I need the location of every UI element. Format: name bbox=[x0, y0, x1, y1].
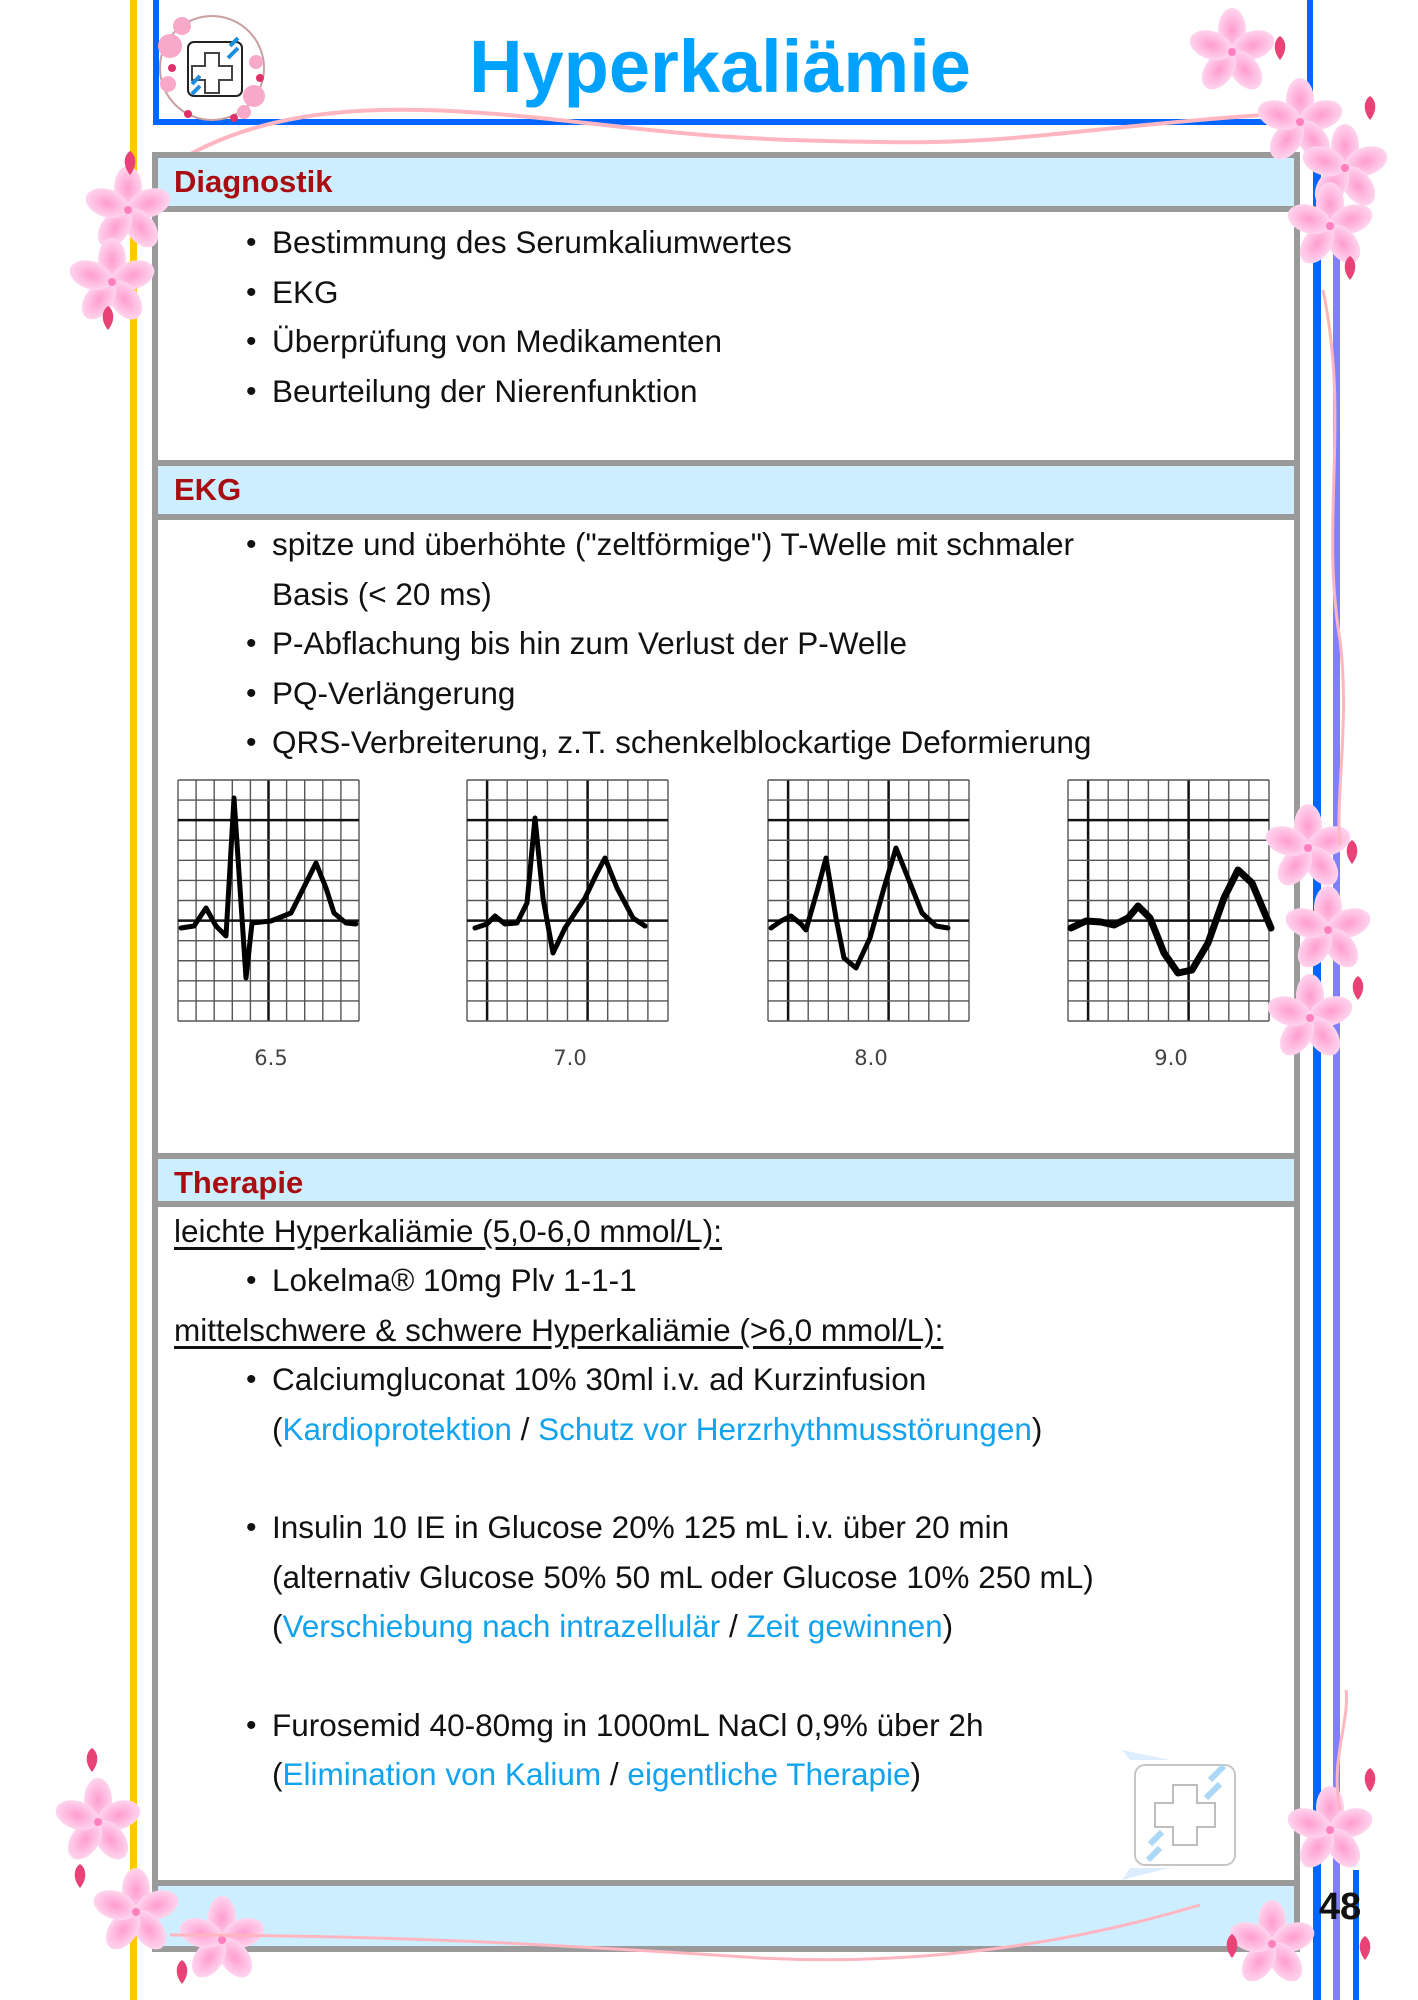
page-title: Hyperkaliämie bbox=[469, 25, 971, 108]
section-heading-therapie: Therapie bbox=[158, 1153, 1294, 1207]
item-text: Beurteilung der Nierenfunktion bbox=[272, 372, 698, 409]
item-text: Lokelma® 10mg Plv 1-1-1 bbox=[272, 1262, 637, 1298]
list-item bbox=[158, 1256, 1294, 1306]
item-text: spitze und überhöhte ("zeltförmige") T-Welle mit schmaler bbox=[272, 526, 1075, 562]
item-alternative: (alternativ Glucose 50% 50 mL oder Glucose 10% 250 mL) bbox=[272, 1558, 1094, 1595]
list-item bbox=[158, 317, 1294, 367]
petal-icon bbox=[1345, 256, 1356, 280]
bullet-icon: • bbox=[246, 1363, 257, 1396]
mild-list bbox=[158, 1256, 1294, 1306]
paren-open: ( bbox=[272, 1608, 283, 1644]
ekg-grid bbox=[1068, 780, 1269, 1021]
item-note bbox=[272, 1405, 1294, 1455]
ekg-waveform bbox=[771, 848, 948, 968]
severe-subheading: mittelschwere & schwere Hyperkaliämie (>6,0 mmol/L): bbox=[174, 1312, 944, 1348]
list-item bbox=[158, 1355, 1294, 1454]
note-effect: Zeit gewinnen bbox=[746, 1608, 943, 1644]
mild-subheading: leichte Hyperkaliämie (5,0-6,0 mmol/L): bbox=[174, 1213, 722, 1249]
item-text-continued: Basis (< 20 ms) bbox=[272, 575, 492, 612]
petal-icon bbox=[1365, 96, 1376, 120]
bullet-icon: • bbox=[246, 528, 257, 561]
bullet-icon: • bbox=[246, 676, 257, 710]
ribbon-decoration bbox=[160, 100, 1340, 160]
item-text: P-Abflachung bis hin zum Verlust der P-Welle bbox=[272, 625, 907, 661]
petal-icon bbox=[1353, 976, 1364, 1000]
list-item bbox=[158, 268, 1294, 318]
item-text: Überprüfung von Medikamenten bbox=[272, 323, 723, 359]
item-text: EKG bbox=[272, 273, 339, 310]
petal-icon bbox=[75, 1864, 86, 1888]
list-item bbox=[158, 520, 1294, 619]
ekg-figure-7-0 bbox=[465, 778, 675, 1070]
ekg-trace-peaked-t bbox=[176, 778, 366, 1028]
diagnostik-list bbox=[158, 218, 1294, 416]
petal-icon bbox=[1347, 840, 1358, 864]
sakura-flower-icon bbox=[66, 238, 158, 326]
ekg-trace-wide-qrs bbox=[766, 778, 976, 1028]
petal-icon bbox=[103, 306, 114, 330]
list-item bbox=[158, 367, 1294, 417]
item-text: Furosemid 40-80mg in 1000mL NaCl 0,9% über 2h bbox=[272, 1706, 984, 1743]
item-text: Insulin 10 IE in Glucose 20% 125 mL i.v. über 20 min bbox=[272, 1509, 1010, 1545]
ekg-figure-6-5 bbox=[176, 778, 366, 1070]
ekg-figure-row bbox=[158, 778, 1294, 1078]
paren-close: ) bbox=[910, 1756, 922, 1792]
item-text: Calciumgluconat 10% 30ml i.v. ad Kurzinfusion bbox=[272, 1361, 927, 1397]
bullet-icon: • bbox=[246, 726, 257, 759]
item-text: QRS-Verbreiterung, z.T. schenkelblockartige Deformierung bbox=[272, 724, 1092, 760]
item-text: Bestimmung des Serumkaliumwertes bbox=[272, 224, 792, 260]
note-purpose: Verschiebung nach intrazellulär bbox=[282, 1608, 721, 1644]
ekg-trace-flattened-p bbox=[465, 778, 675, 1028]
ekg-label: 8.0 bbox=[854, 1046, 888, 1070]
list-item bbox=[158, 669, 1294, 719]
petal-icon bbox=[177, 1960, 188, 1984]
list-item bbox=[158, 218, 1294, 268]
list-item bbox=[158, 619, 1294, 669]
list-item bbox=[158, 718, 1294, 768]
paren-open: ( bbox=[272, 1410, 283, 1447]
ekg-list bbox=[158, 520, 1294, 768]
paren-close: ) bbox=[942, 1608, 954, 1644]
ekg-grid bbox=[768, 780, 969, 1021]
separator: / bbox=[511, 1410, 539, 1447]
ekg-figure-8-0 bbox=[766, 778, 976, 1070]
watermark-logo-icon bbox=[1110, 1740, 1260, 1890]
item-text: PQ-Verlängerung bbox=[272, 674, 516, 711]
ekg-waveform bbox=[475, 818, 645, 953]
petal-icon bbox=[1360, 1936, 1371, 1960]
note-effect: Schutz vor Herzrhythmusstörungen bbox=[538, 1410, 1032, 1447]
content-panel bbox=[152, 152, 1300, 1952]
page-number: 48 bbox=[1318, 1886, 1362, 1928]
section-heading-diagnostik: Diagnostik bbox=[158, 158, 1294, 212]
left-accent-line bbox=[130, 0, 137, 2000]
paren-close: ) bbox=[1031, 1410, 1043, 1447]
bullet-icon: • bbox=[246, 1511, 257, 1544]
ekg-label: 7.0 bbox=[553, 1046, 587, 1070]
ekg-label: 9.0 bbox=[1154, 1046, 1188, 1070]
bullet-icon: • bbox=[246, 226, 257, 259]
separator: / bbox=[601, 1756, 628, 1792]
right-frame-line-blue bbox=[1313, 125, 1321, 2000]
bullet-icon: • bbox=[246, 325, 257, 358]
ekg-figure-9-0 bbox=[1066, 778, 1276, 1070]
petal-icon bbox=[87, 1748, 98, 1772]
note-purpose: Elimination von Kalium bbox=[282, 1756, 602, 1792]
note-purpose: Kardioprotektion bbox=[282, 1410, 512, 1447]
note-effect: eigentliche Therapie bbox=[627, 1756, 911, 1792]
ekg-label: 6.5 bbox=[254, 1046, 288, 1070]
bullet-icon: • bbox=[246, 275, 257, 309]
separator: / bbox=[720, 1608, 747, 1644]
section-heading-ekg: EKG bbox=[158, 460, 1294, 520]
petal-icon bbox=[1365, 1768, 1376, 1792]
bullet-icon: • bbox=[246, 627, 257, 660]
ekg-trace-sine-wave bbox=[1066, 778, 1276, 1028]
paren-open: ( bbox=[272, 1756, 283, 1792]
list-item bbox=[158, 1503, 1294, 1652]
bullet-icon: • bbox=[246, 1708, 257, 1742]
right-frame-line-lavender bbox=[1333, 210, 1340, 2000]
ekg-grid bbox=[467, 780, 668, 1021]
item-note bbox=[272, 1602, 1294, 1652]
bullet-icon: • bbox=[246, 1264, 257, 1297]
severe-list bbox=[158, 1355, 1294, 1800]
bullet-icon: • bbox=[246, 374, 257, 408]
